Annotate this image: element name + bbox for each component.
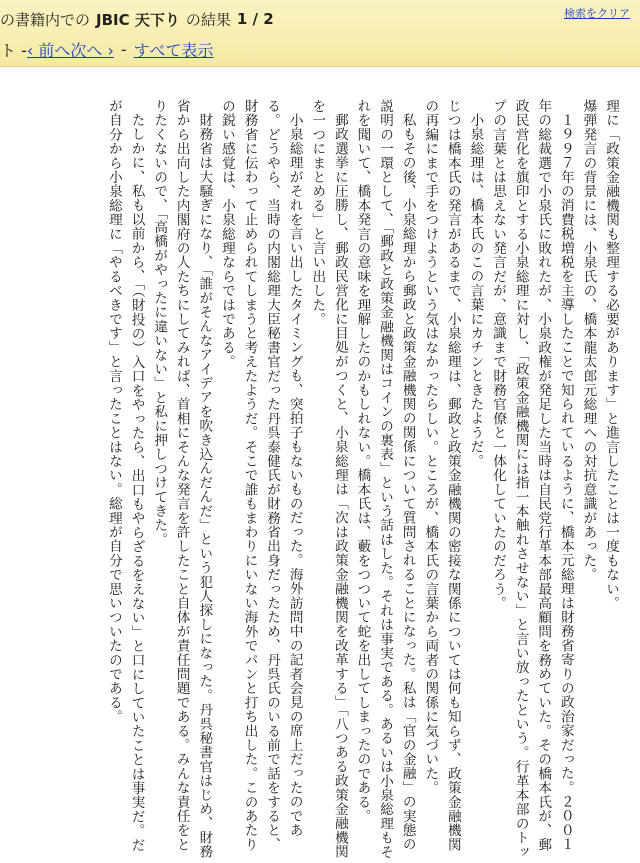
clear-search-link[interactable]: 検索をクリア xyxy=(564,7,630,20)
nav-separator: - xyxy=(120,39,127,59)
result-navigation xyxy=(0,37,213,61)
result-suffix: の結果 xyxy=(185,10,231,29)
paragraph: じつは橋本氏の発言があるまで、小泉総理は、郵政と政策金融機関の密接な関係については何も知らず、政策金融機関の再編にまで手をつけようという気はなかったらしい。ところが、橋本氏の言葉から両者の関係に気づいた。 xyxy=(422,99,461,852)
nav-lead: ト - xyxy=(0,40,27,60)
search-result-bar xyxy=(0,0,640,67)
vertical-text-body xyxy=(10,99,622,859)
paragraph: 理に「政策金融機関も整理する必要があります」と進言したことは一度もない。 xyxy=(603,99,619,611)
result-position: 1 / 2 xyxy=(236,10,274,28)
paragraph: たしかに、私も以前から、「（財投の）入口をやったら、出口もやらざるをえない」と口にしていたことは事実だ。だが自分から小泉総理に「やるべきです」と言ったことはない。総理が自分で思いついたのである。 xyxy=(105,99,145,852)
prev-result-link[interactable]: ‹ 前へ xyxy=(26,40,71,60)
paragraph: １９９７年の消費税増税を主導したことで知られているように、橋本元総理は財務省寄りの政治家だった。２００１年の総裁選で小泉氏に敗れたが、小泉政権が発足した当時は自民党行革本部最高顧問を務めていた。その橋本氏が、郵政民営化を旗印とする小泉総理に対し、「政策金融機関には指一本触れさせない」と言い放ったという。行革本部のトップの言葉とは思えない発言だが、意識まで財務官僚と一体化していたのだろう。 xyxy=(490,99,574,859)
paragraph: 小泉総理がそれを言い出したタイミングも、突拍子もないものだった。海外訪問中の記者会見の席上だったのである。どうやら、当時の内閣総理大臣秘書官だった丹呉泰健氏が財務省出身だったため、丹呉氏のいる前で話をすると、財務省に伝わって止められてしまうと考えたようだ。そこで誰もまわりにいない海外でパンと打ち出した。このあたりの鋭い感覚は、小泉総理ならではである。 xyxy=(218,99,303,852)
paragraph: 財務省は大騒ぎになり、「誰がそんなアイデアを吹き込んだんだ」という犯人探しになった。丹呉秘書官はじめ、財務省から出向した内閣府の人たちにしてみれば、首相にそんな発言を許したこと自体が責任問題である。みんな責任をとりたくないので、「高橋がやったに違いない」と私に押しつけてきた。 xyxy=(151,99,213,859)
show-all-link[interactable]: すべて表示 xyxy=(133,40,214,60)
paragraph: 私もその後、小泉総理から郵政と政策金融機関の関係について質問されることになった。私は「官の金融」の実態の説明の一環として、「郵政と政策金融機関はコインの裏表」という話はした。それは事実である。あるいは小泉総理もそれを聞いて、橋本発言の意味を理解したのかもしれない。橋本氏は、藪をつついて蛇を出してしまったのである。 xyxy=(354,99,416,859)
search-result-summary xyxy=(0,8,274,30)
next-result-link[interactable]: 次へ › xyxy=(70,40,114,60)
search-query: JBIC 天下り xyxy=(96,10,180,29)
result-prefix: の書籍内での xyxy=(0,10,91,29)
book-page xyxy=(0,67,640,863)
paragraph: 郵政選挙に圧勝し、郵政民営化に目処がつくと、小泉総理は「次は政策金融機関を改革する」「八つある政策金融機関を一つにまとめる」と言い出した。 xyxy=(309,99,348,859)
paragraph: 小泉総理は、橋本氏のこの言葉にカチンときたようだ。 xyxy=(467,112,484,468)
paragraph: 爆弾発言の背景には、小泉氏の、橋本龍太郎元総理への対抗意識があった。 xyxy=(580,99,597,582)
